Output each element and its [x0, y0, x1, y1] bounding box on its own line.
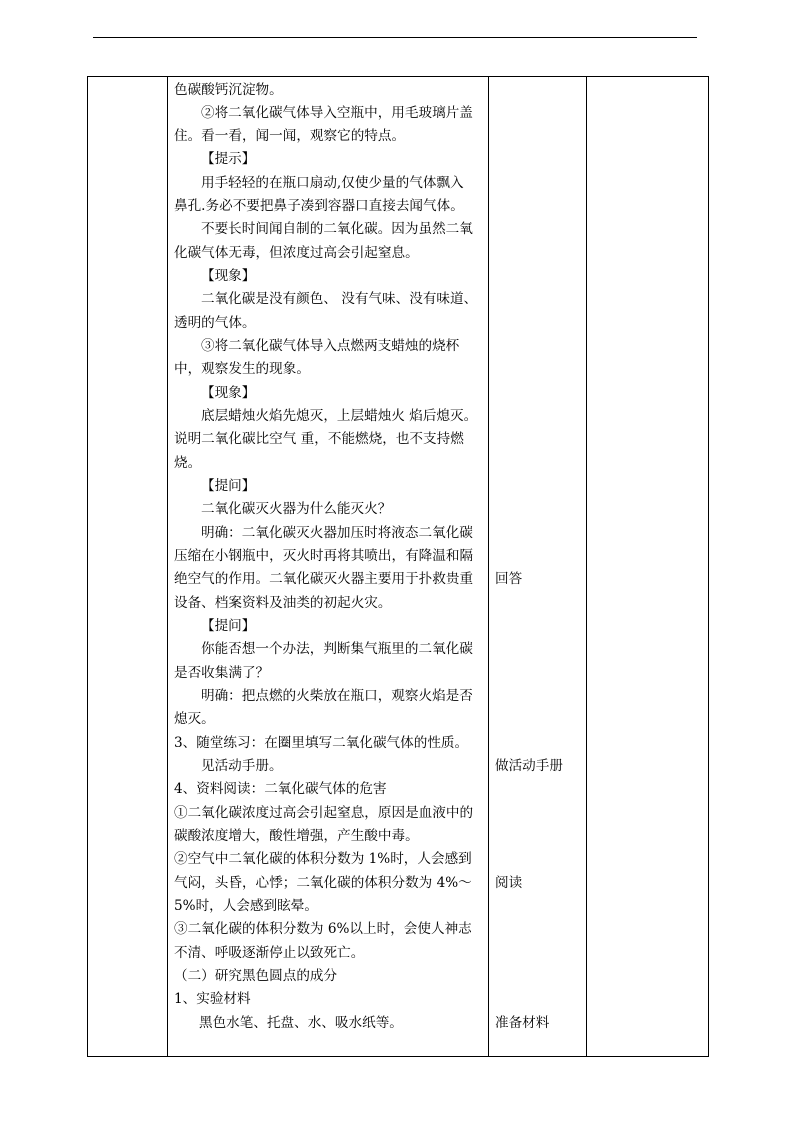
text-line: 二氧化碳是没有颜色、 没有气味、没有味道、: [201, 291, 478, 308]
text-line: 是否收集满了？: [174, 664, 270, 681]
text-line: 说明二氧化碳比空气 重，不能燃烧，也不支持燃: [174, 431, 464, 448]
text-line: 透明的气体。: [174, 314, 256, 331]
text-line: ③将二氧化碳气体导入点燃两支蜡烛的烧杯: [201, 338, 460, 355]
text-line: 烧。: [174, 454, 202, 471]
text-line: 设备、档案资料及油类的初起火灾。: [174, 594, 392, 611]
lesson-plan-table: [87, 76, 709, 1057]
text-line: 【提问】: [201, 478, 256, 495]
text-line: 中，观察发生的现象。: [174, 361, 310, 378]
text-line: 底层蜡烛火焰先熄灭，上层蜡烛火 焰后熄灭。: [201, 408, 478, 425]
text-line: ③二氧化碳的体积分数为 6%以上时，会使人神志: [174, 921, 472, 938]
text-line: 4、资料阅读：二氧化碳气体的危害: [174, 781, 387, 798]
text-line: ②空气中二氧化碳的体积分数为 1%时，人会感到: [174, 851, 472, 868]
text-line: 5%时，人会感到眩晕。: [174, 898, 318, 915]
text-line: ①二氧化碳浓度过高会引起窒息，原因是血液中的: [174, 804, 474, 821]
text-line: 不清、呼吸逐渐停止以致死亡。: [174, 944, 365, 961]
text-line: 明确：把点燃的火柴放在瓶口，观察火焰是否: [201, 688, 473, 705]
teacher-activity-cell: [168, 77, 489, 1057]
text-line: 住。看一看，闻一闻，观察它的特点。: [174, 128, 406, 145]
text-line: 二氧化碳灭火器为什么能灭火？: [201, 501, 392, 518]
text-line: 1、实验材料: [174, 991, 251, 1008]
student-activity-label: 阅读: [495, 874, 523, 891]
text-line: 化碳气体无毒，但浓度过高会引起窒息。: [174, 244, 419, 261]
text-line: 【现象】: [201, 384, 256, 401]
text-line: 你能否想一个办法，判断集气瓶里的二氧化碳: [201, 641, 473, 658]
text-line: （二）研究黑色圆点的成分: [174, 968, 338, 985]
text-line: 碳酸浓度增大，酸性增强，产生酸中毒。: [174, 828, 419, 845]
text-line: 熄灭。: [174, 711, 215, 728]
text-line: 鼻孔.务必不要把鼻子凑到容器口直接去闻气体。: [174, 198, 464, 215]
table-row: [88, 77, 709, 1057]
text-line: 明确：二氧化碳灭火器加压时将液态二氧化碳: [201, 524, 473, 541]
text-line: 【提问】: [201, 618, 256, 635]
header-rule: [93, 37, 697, 38]
text-line: 【提示】: [201, 151, 256, 168]
text-line: 绝空气的作用。二氧化碳灭火器主要用于扑救贵重: [174, 571, 474, 588]
text-line: 用手轻轻的在瓶口扇动,仅使少量的气体飘入: [201, 174, 464, 191]
text-line: ②将二氧化碳气体导入空瓶中，用毛玻璃片盖: [201, 104, 473, 121]
text-line: 黑色水笔、托盘、水、吸水纸等。: [199, 1014, 403, 1031]
text-line: 不要长时间闻自制的二氧化碳。因为虽然二氧: [201, 221, 473, 238]
student-activity-label: 回答: [495, 571, 523, 588]
text-line: 压缩在小钢瓶中，灭火时再将其喷出，有降温和隔: [174, 548, 474, 565]
design-intent-cell: [587, 77, 709, 1057]
student-activity-cell: [489, 77, 587, 1057]
text-line: 气闷，头昏，心悸；二氧化碳的体积分数为 4%～: [174, 874, 472, 891]
text-line: 3、随堂练习：在圈里填写二氧化碳气体的性质。: [174, 734, 469, 751]
stage-column-cell: [88, 77, 168, 1057]
text-line: 见活动手册。: [201, 758, 283, 775]
student-activity-label: 准备材料: [495, 1014, 550, 1031]
text-line: 【现象】: [201, 268, 256, 285]
student-activity-label: 做活动手册: [495, 758, 563, 775]
text-line: 色碳酸钙沉淀物。: [174, 81, 283, 98]
